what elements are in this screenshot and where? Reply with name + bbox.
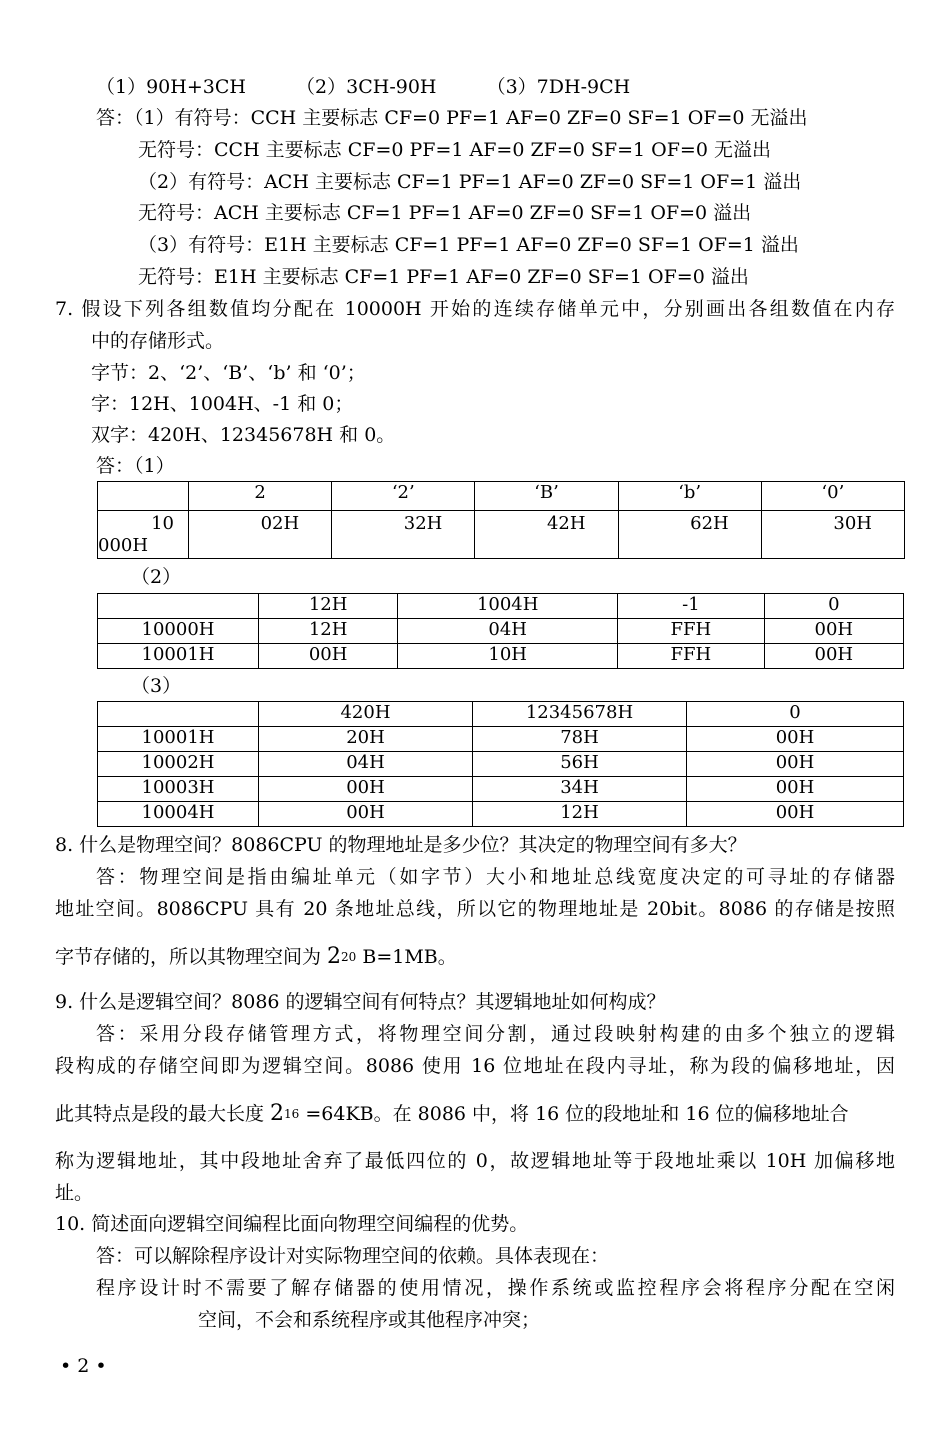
page-number: • 2 •	[60, 1355, 107, 1377]
q9-answer-line-4: 称为逻辑地址，其中段地址舍弃了最低四位的 0，故逻辑地址等于段地址乘以 10H 加偏移地	[55, 1150, 895, 1172]
table-cell: 00H	[764, 619, 903, 644]
table-cell: 42H	[475, 511, 618, 559]
table-row	[98, 644, 904, 669]
q6-sub-3: （3）7DH-9CH	[486, 76, 631, 98]
table-cell: ‘2’	[332, 482, 475, 511]
table-cell: 12H	[259, 619, 398, 644]
table-cell: 30H	[761, 511, 904, 559]
q7-question-line-1: 7. 假设下列各组数值均分配在 10000H 开始的连续存储单元中，分别画出各组数值在内存	[55, 298, 895, 320]
table-cell: 00H	[259, 777, 473, 802]
power-base: 2	[270, 1101, 285, 1126]
table-cell: ‘b’	[618, 482, 761, 511]
q6-answer-4: 无符号：ACH 主要标志 CF=1 PF=1 AF=0 ZF=0 SF=1 OF=0 溢出	[138, 202, 752, 224]
q10-answer-line-1: 答：可以解除程序设计对实际物理空间的依赖。具体表现在：	[96, 1245, 610, 1267]
table-row	[98, 777, 904, 802]
q7-answer-label-1: 答：（1）	[96, 455, 175, 477]
q8-question: 8. 什么是物理空间？8086CPU 的物理地址是多少位？其决定的物理空间有多大？	[55, 834, 747, 856]
table-cell: -1	[618, 594, 765, 619]
address-part-1: 10	[151, 513, 174, 534]
address-part-2: 000H	[98, 535, 149, 556]
table-cell: ‘0’	[761, 482, 904, 511]
table-cell: 12H	[259, 594, 398, 619]
table-cell: 1004H	[398, 594, 618, 619]
q6-answer-5: （3）有符号：E1H 主要标志 CF=1 PF=1 AF=0 ZF=0 SF=1 OF=1 溢出	[138, 234, 799, 256]
table-cell: 00H	[259, 644, 398, 669]
q6-answer-6: 无符号：E1H 主要标志 CF=1 PF=1 AF=0 ZF=0 SF=1 OF=0 溢出	[138, 266, 749, 288]
table-cell: ‘B’	[475, 482, 618, 511]
q7-question-line-2: 中的存储形式。	[91, 330, 225, 352]
table-cell: 62H	[618, 511, 761, 559]
q9-answer-line-5: 址。	[55, 1182, 94, 1204]
q8-answer-line-2: 地址空间。8086CPU 具有 20 条地址总线，所以它的物理地址是 20bit。8086 的存储是按照	[55, 898, 895, 920]
table-cell: 78H	[473, 727, 687, 752]
q8-answer-line-3	[55, 946, 457, 970]
table-cell: 10000H	[98, 619, 259, 644]
table-cell: FFH	[618, 644, 765, 669]
power-exponent: 16	[284, 1107, 300, 1121]
table-cell: 00H	[687, 727, 904, 752]
q9-text: =64KB。在 8086 中，将 16 位的段地址和 16 位的偏移地址合	[299, 1103, 849, 1125]
table-cell: 10001H	[98, 644, 259, 669]
table-cell: 00H	[687, 752, 904, 777]
table-cell: 10H	[398, 644, 618, 669]
table-cell: 420H	[259, 702, 473, 727]
table-cell: 00H	[764, 644, 903, 669]
q9-answer-line-1: 答：采用分段存储管理方式，将物理空间分割，通过段映射构建的由多个独立的逻辑	[96, 1023, 895, 1045]
table-cell: 32H	[332, 511, 475, 559]
table-cell: 10004H	[98, 802, 259, 827]
power-base: 2	[327, 944, 342, 969]
table-cell: 10001H	[98, 727, 259, 752]
table-cell: 12H	[473, 802, 687, 827]
table-header-row	[98, 702, 904, 727]
q9-question: 9. 什么是逻辑空间？8086 的逻辑空间有何特点？其逻辑地址如何构成？	[55, 991, 666, 1013]
address-cell	[98, 511, 189, 559]
q8-answer-line-1: 答：物理空间是指由编址单元（如字节）大小和地址总线宽度决定的可寻址的存储器	[96, 866, 895, 888]
table-row	[98, 727, 904, 752]
q7-words: 字：12H、1004H、-1 和 0；	[91, 393, 354, 415]
q6-answer-3: （2）有符号：ACH 主要标志 CF=1 PF=1 AF=0 ZF=0 SF=1 OF=1 溢出	[138, 171, 802, 193]
q6-answer-1: 答：（1）有符号：CCH 主要标志 CF=0 PF=1 AF=0 ZF=0 SF=1 OF=0 无溢出	[96, 107, 808, 129]
q10-question: 10. 简述面向逻辑空间编程比面向物理空间编程的优势。	[55, 1213, 529, 1235]
table-cell: 2	[189, 482, 332, 511]
q8-text: 字节存储的，所以其物理空间为	[55, 946, 328, 968]
q6-subitems	[96, 76, 630, 98]
table-cell: 12345678H	[473, 702, 687, 727]
q9-answer-line-3	[55, 1103, 849, 1127]
dword-storage-table	[97, 701, 904, 827]
table-cell: 02H	[189, 511, 332, 559]
table-row	[98, 802, 904, 827]
q7-answer-label-3: （3）	[131, 675, 182, 697]
q6-sub-1: （1）90H+3CH	[96, 76, 246, 98]
table-cell: 04H	[398, 619, 618, 644]
table-cell: 00H	[687, 777, 904, 802]
table-cell	[98, 482, 189, 511]
table-cell: 56H	[473, 752, 687, 777]
table-header-row	[98, 594, 904, 619]
q7-dwords: 双字：420H、12345678H 和 0。	[91, 424, 396, 446]
table-cell: 00H	[687, 802, 904, 827]
q8-text: B=1MB。	[356, 946, 457, 968]
word-storage-table	[97, 593, 904, 669]
q9-answer-line-2: 段构成的存储空间即为逻辑空间。8086 使用 16 位地址在段内寻址，称为段的偏移地址，因	[55, 1055, 895, 1077]
table-cell: 34H	[473, 777, 687, 802]
table-row	[98, 619, 904, 644]
q10-answer-line-2: 程序设计时不需要了解存储器的使用情况，操作系统或监控程序会将程序分配在空闲	[96, 1277, 895, 1299]
q10-answer-line-3: 空间，不会和系统程序或其他程序冲突；	[198, 1309, 541, 1331]
q9-text: 此其特点是段的最大长度	[55, 1103, 271, 1125]
table-row	[98, 511, 905, 559]
table-cell: 10002H	[98, 752, 259, 777]
q6-sub-2: （2）3CH-90H	[296, 76, 437, 98]
table-cell: 0	[764, 594, 903, 619]
table-cell: 0	[687, 702, 904, 727]
table-cell	[98, 594, 259, 619]
q7-bytes: 字节：2、‘2’、‘B’、‘b’ 和 ‘0’；	[91, 362, 366, 384]
q6-answer-2: 无符号：CCH 主要标志 CF=0 PF=1 AF=0 ZF=0 SF=1 OF=0 无溢出	[138, 139, 771, 161]
table-cell	[98, 702, 259, 727]
table-cell: 04H	[259, 752, 473, 777]
table-cell: FFH	[618, 619, 765, 644]
table-header-row	[98, 482, 905, 511]
power-exponent: 20	[341, 950, 357, 964]
q7-answer-label-2: （2）	[131, 566, 182, 588]
byte-storage-table	[97, 481, 905, 559]
table-cell: 20H	[259, 727, 473, 752]
table-cell: 10003H	[98, 777, 259, 802]
table-cell: 00H	[259, 802, 473, 827]
table-row	[98, 752, 904, 777]
